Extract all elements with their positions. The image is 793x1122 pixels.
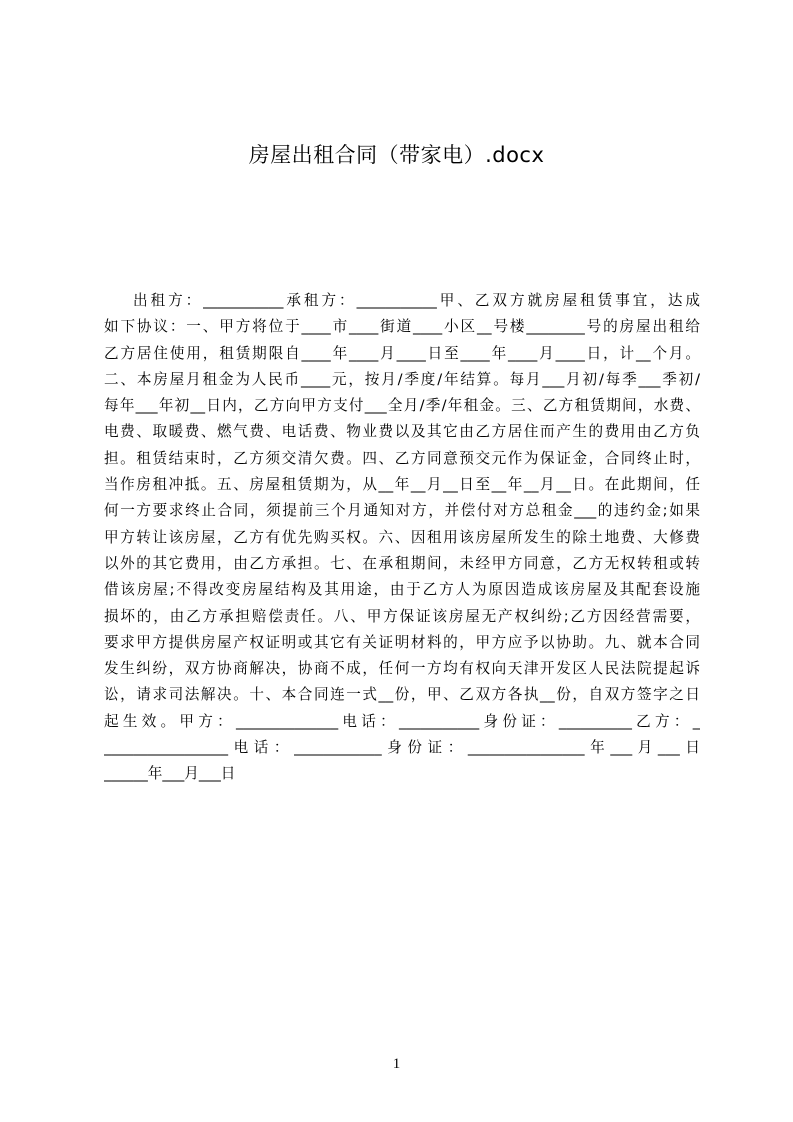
text-line: 如下协议：一、甲方将位于____市____街道____小区__号楼________号的房屋出租给 [104, 318, 700, 336]
text-line: 出租方：___________承租方：___________甲、乙双方就房屋租赁事宜，达成 [133, 292, 700, 309]
text-line: 当作房租冲抵。五、房屋租赁期为，从__年__月__日至__年__月__日。在此期间，任 [104, 476, 700, 494]
page-number: 1 [392, 1056, 401, 1072]
text-line: 电费、取暖费、燃气费、电话费、物业费以及其它由乙方居住而产生的费用由乙方负 [104, 423, 700, 441]
document-title: 房屋出租合同（带家电）.docx [248, 143, 545, 167]
text-line: 借该房屋;不得改变房屋结构及其用途，由于乙方人为原因造成该房屋及其配套设施 [104, 581, 700, 599]
text-line: 担。租赁结束时，乙方须交清欠费。四、乙方同意预交元作为保证金，合同终止时， [104, 449, 700, 467]
text-line: 起生效。甲方：______________电话：___________身份证：__________乙方：_ [104, 712, 700, 730]
text-line: 损坏的，由乙方承担赔偿责任。八、甲方保证该房屋无产权纠纷;乙方因经营需要， [104, 607, 700, 625]
text-line: 发生纠纷，双方协商解决，协商不成，任何一方均有权向天津开发区人民法院提起诉 [104, 660, 700, 678]
text-line: 乙方居住使用，租赁期限自____年____月____日至____年____月____日，计__个月。 [104, 344, 700, 362]
text-line: 每年___年初__日内，乙方向甲方支付___全月/季/年租金。三、乙方租赁期间，水费、 [104, 397, 700, 415]
text-line: ______年___月___日 [104, 765, 236, 783]
text-line: 以外的其它费用，由乙方承担。七、在承租期间，未经甲方同意，乙方无权转租或转 [104, 554, 700, 572]
text-line: 二、本房屋月租金为人民币____元，按月/季度/年结算。每月___月初/每季___季初/ [104, 370, 700, 388]
text-line: _________________电话：____________身份证：________________年___月___日 [104, 739, 700, 757]
text-line: 何一方要求终止合同，须提前三个月通知对方，并偿付对方总租金___的违约金;如果 [104, 502, 700, 520]
text-line: 甲方转让该房屋，乙方有优先购买权。六、因租用该房屋所发生的除土地费、大修费 [104, 528, 700, 546]
contract-body [104, 288, 700, 788]
text-line: 讼，请求司法解决。十、本合同连一式__份，甲、乙双方各执__份，自双方签字之日 [104, 686, 700, 704]
text-line: 要求甲方提供房屋产权证明或其它有关证明材料的，甲方应予以协助。九、就本合同 [104, 633, 700, 651]
